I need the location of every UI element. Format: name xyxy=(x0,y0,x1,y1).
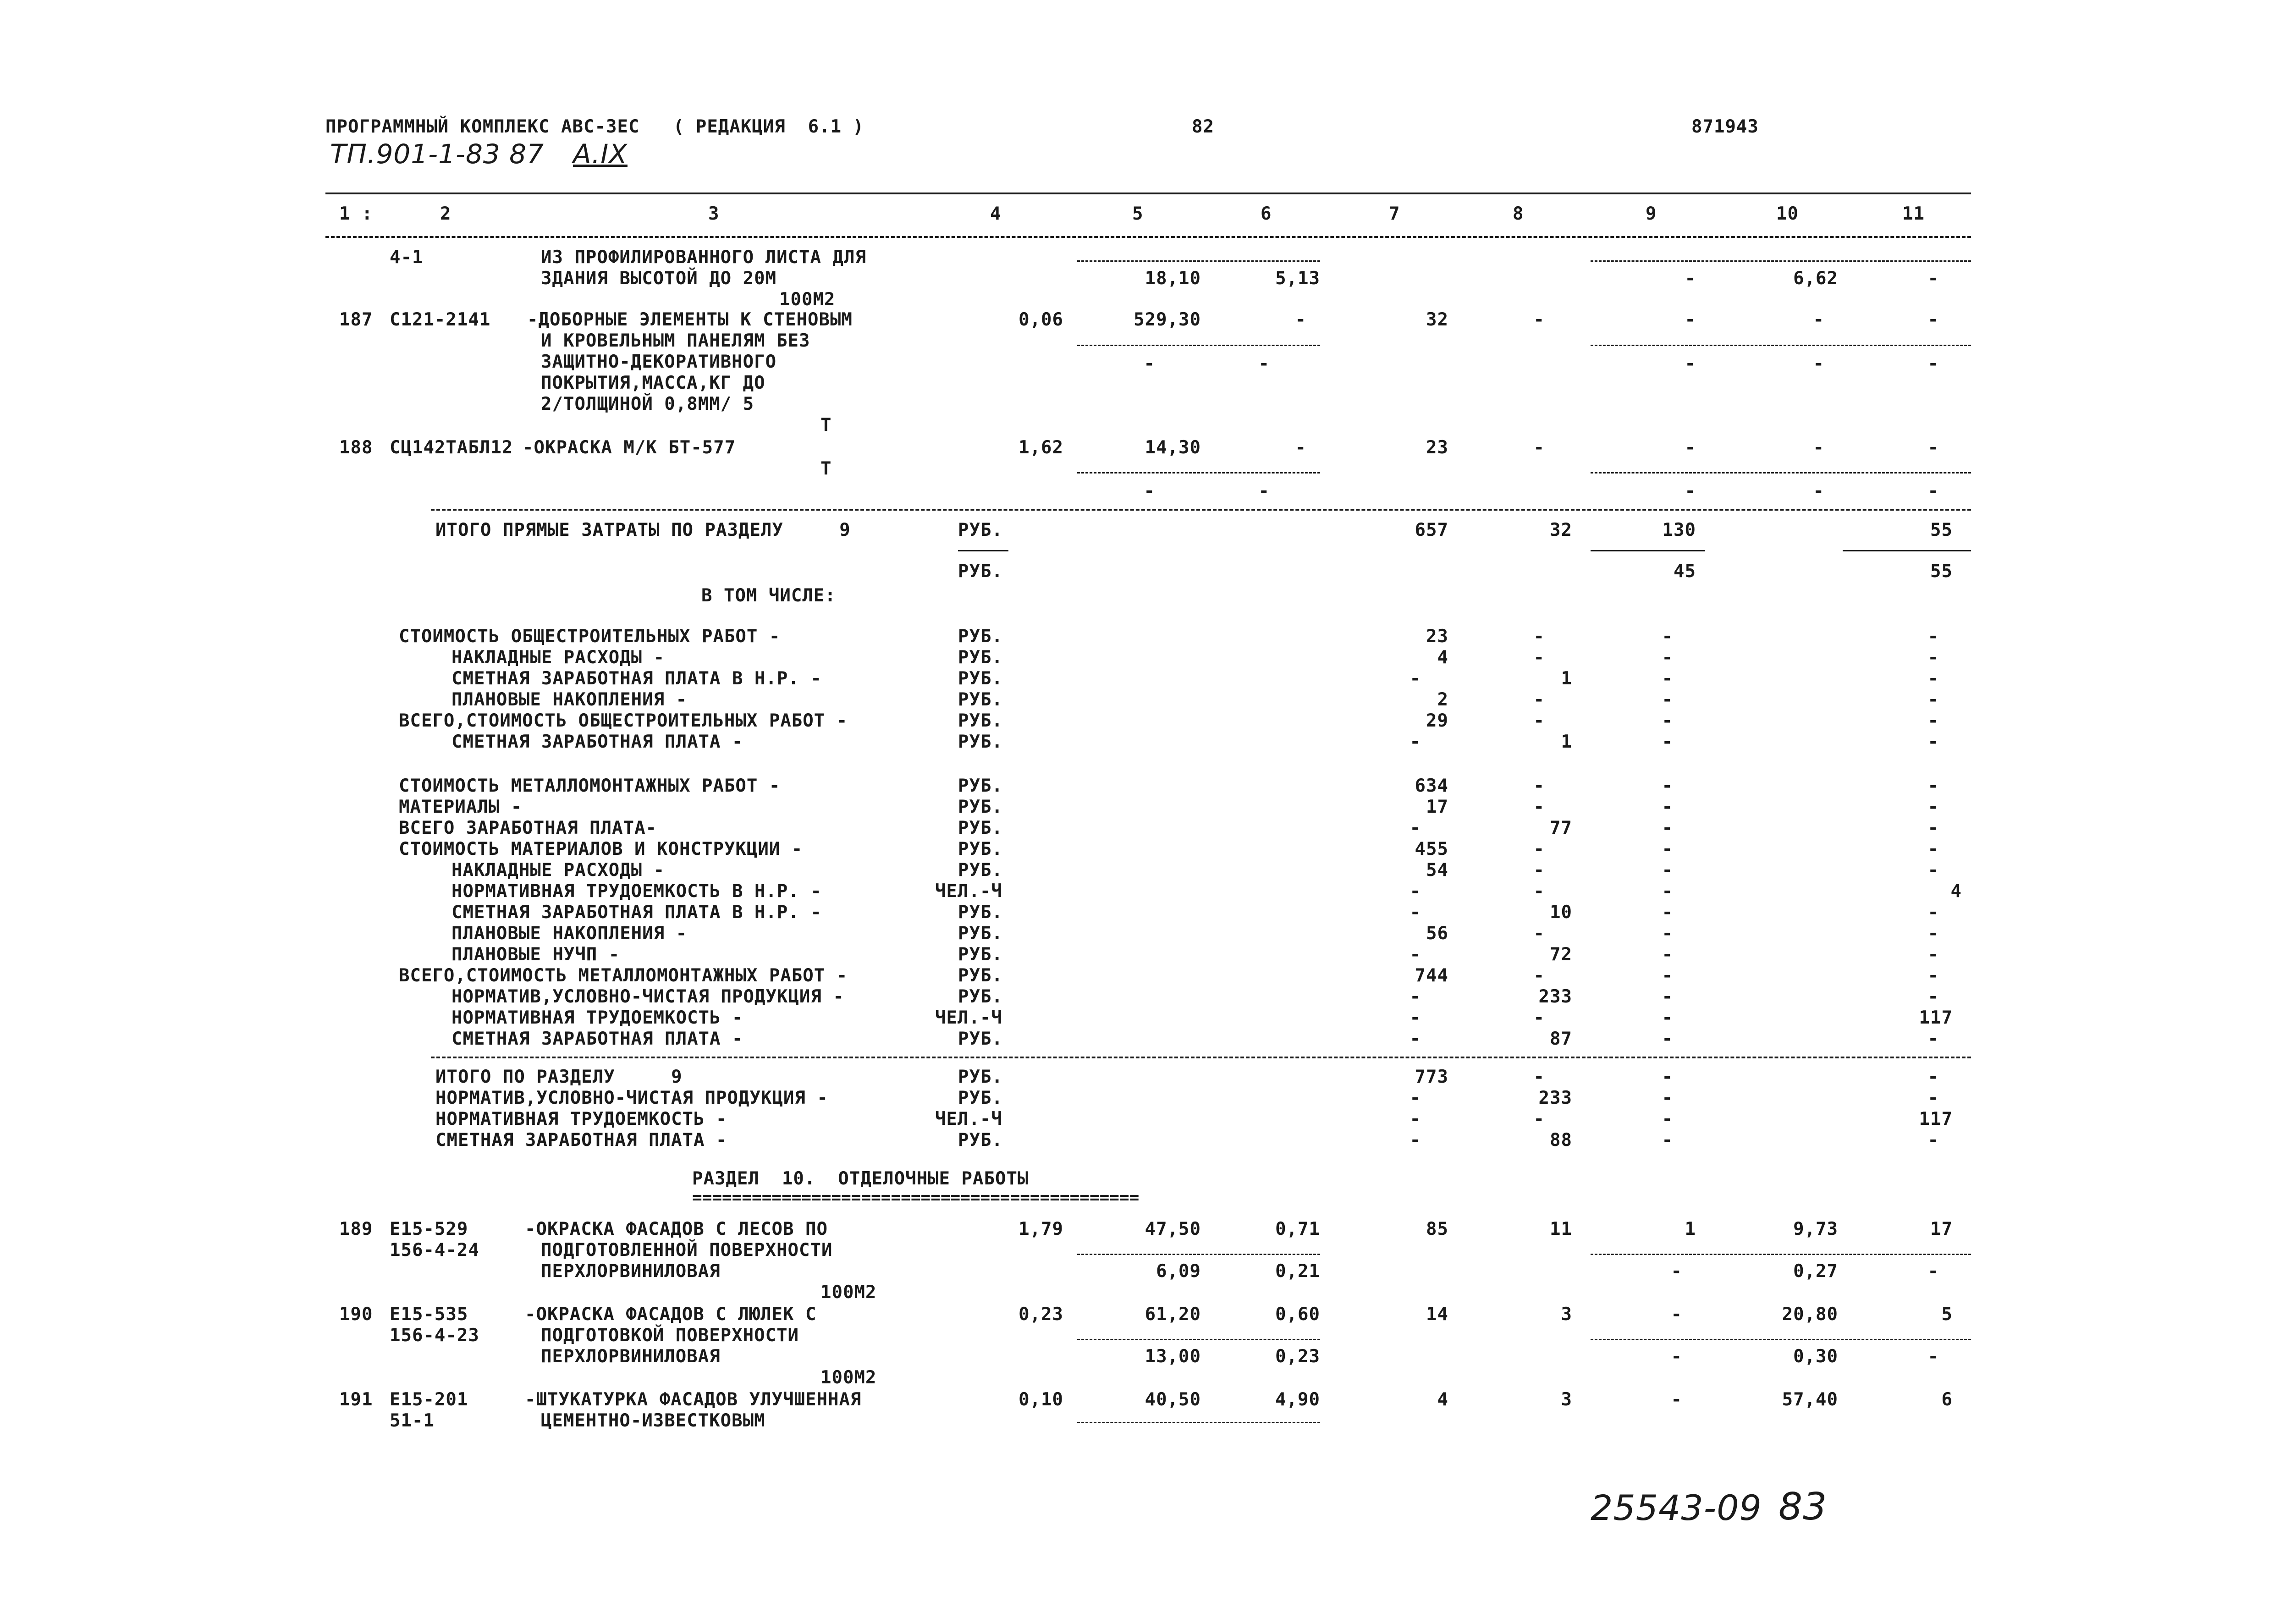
row-col10: - xyxy=(1813,309,1824,330)
totals-col7: 657 xyxy=(1415,520,1448,540)
item-unit: РУБ. xyxy=(958,689,1003,710)
item-col9: - xyxy=(1662,689,1673,710)
item-unit: РУБ. xyxy=(958,860,1003,881)
row-col5: 18,10 xyxy=(1145,268,1201,289)
row-code: Е15-529 xyxy=(390,1219,468,1239)
row-col10: 57,40 xyxy=(1782,1389,1838,1410)
cell-rule xyxy=(1591,550,1705,551)
cell-rule xyxy=(1591,472,1971,473)
item-col7: 2 xyxy=(1437,689,1448,710)
section-rule xyxy=(431,509,1971,511)
item-col8: 233 xyxy=(1538,1088,1572,1108)
item-col9: - xyxy=(1662,965,1673,986)
item-col11: 117 xyxy=(1919,1109,1953,1129)
row-col6: 5,13 xyxy=(1275,268,1320,289)
item-col9: - xyxy=(1662,881,1673,902)
row-col5-secondary: - xyxy=(1144,481,1155,501)
row-col7: 14 xyxy=(1426,1304,1448,1325)
item-col7: 56 xyxy=(1426,923,1448,944)
row-col10-secondary: - xyxy=(1813,481,1824,501)
handwritten-sheet-number: 25543-09 xyxy=(1591,1487,1762,1528)
row-code: Е15-535 xyxy=(390,1304,468,1325)
row-col9: - xyxy=(1671,1304,1682,1325)
row-col11: - xyxy=(1927,268,1939,289)
item-label: СМЕТНАЯ ЗАРАБОТНАЯ ПЛАТА В Н.Р. - xyxy=(451,668,822,689)
item-col7: - xyxy=(1410,881,1421,902)
row-col10-secondary: - xyxy=(1813,353,1824,374)
item-label: НАКЛАДНЫЕ РАСХОДЫ - xyxy=(451,860,665,881)
item-col8: - xyxy=(1533,626,1545,647)
item-col7: - xyxy=(1410,944,1421,965)
item-col8: - xyxy=(1533,965,1545,986)
row-code: Е15-201 xyxy=(390,1389,468,1410)
row-col9: - xyxy=(1685,309,1696,330)
item-col11: - xyxy=(1927,710,1939,731)
item-unit: РУБ. xyxy=(958,818,1003,838)
row-col7: 32 xyxy=(1426,309,1448,330)
item-col11: - xyxy=(1927,818,1939,838)
item-label: НОРМАТИВ,УСЛОВНО-ЧИСТАЯ ПРОДУКЦИЯ - xyxy=(451,986,844,1007)
item-col8: - xyxy=(1533,647,1545,668)
item-col9: - xyxy=(1662,647,1673,668)
item-label: ПЛАНОВЫЕ НАКОПЛЕНИЯ - xyxy=(451,923,688,944)
row-description: 2/ТОЛЩИНОЙ 0,8ММ/ 5 xyxy=(541,394,754,414)
row-col10-secondary: 0,30 xyxy=(1793,1346,1838,1367)
row-code: С121-2141 xyxy=(390,309,491,330)
row-col5-secondary: - xyxy=(1144,353,1155,374)
row-description: -ДОБОРНЫЕ ЭЛЕМЕНТЫ К СТЕНОВЫМ xyxy=(527,309,853,330)
item-col11: - xyxy=(1927,1088,1939,1108)
item-label: СМЕТНАЯ ЗАРАБОТНАЯ ПЛАТА - xyxy=(451,1029,743,1049)
item-col9: - xyxy=(1662,818,1673,838)
cell-rule xyxy=(1077,260,1320,262)
item-col7: - xyxy=(1410,1029,1421,1049)
row-col6-secondary: - xyxy=(1258,353,1270,374)
row-description: ИЗ ПРОФИЛИРОВАННОГО ЛИСТА ДЛЯ xyxy=(541,247,866,268)
cell-rule xyxy=(1077,472,1320,473)
item-col8: - xyxy=(1533,881,1545,902)
row-col6: 0,71 xyxy=(1275,1219,1320,1239)
item-col11: 117 xyxy=(1919,1007,1953,1028)
totals-col8: 32 xyxy=(1550,520,1572,540)
item-unit: РУБ. xyxy=(958,839,1003,859)
section-10-underline: ============================================= xyxy=(692,1188,1140,1207)
item-unit: РУБ. xyxy=(958,923,1003,944)
row-description: ЗАЩИТНО-ДЕКОРАТИВНОГО xyxy=(541,352,777,372)
row-col5: 40,50 xyxy=(1145,1389,1201,1410)
item-unit: РУБ. xyxy=(958,668,1003,689)
header-bottom-rule xyxy=(325,236,1971,238)
item-label: СМЕТНАЯ ЗАРАБОТНАЯ ПЛАТА - xyxy=(435,1130,727,1151)
item-col11: - xyxy=(1927,732,1939,752)
item-unit: РУБ. xyxy=(958,1029,1003,1049)
item-col7: 23 xyxy=(1426,626,1448,647)
item-col7: - xyxy=(1410,668,1421,689)
item-col7: 17 xyxy=(1426,797,1448,817)
item-col8: - xyxy=(1533,923,1545,944)
item-label: НОРМАТИВНАЯ ТРУДОЕМКОСТЬ В Н.Р. - xyxy=(451,881,822,902)
col-4-header: 4 xyxy=(990,204,1002,224)
item-col9: - xyxy=(1662,1007,1673,1028)
item-label: ПЛАНОВЫЕ НУЧП - xyxy=(451,944,620,965)
row-col7: 85 xyxy=(1426,1219,1448,1239)
item-col9: - xyxy=(1662,1067,1673,1087)
row-col11-secondary: - xyxy=(1927,481,1939,501)
totals-col9: 130 xyxy=(1662,520,1696,540)
totals-col11-secondary: 55 xyxy=(1930,561,1953,582)
item-label: ИТОГО ПО РАЗДЕЛУ 9 xyxy=(435,1067,683,1087)
row-col11: - xyxy=(1927,309,1939,330)
totals-col9-secondary: 45 xyxy=(1674,561,1696,582)
cell-rule xyxy=(1591,345,1971,346)
row-col7: 23 xyxy=(1426,437,1448,458)
item-label: СМЕТНАЯ ЗАРАБОТНАЯ ПЛАТА В Н.Р. - xyxy=(451,902,822,923)
item-col11: 4 xyxy=(1950,881,1962,902)
item-col7: 634 xyxy=(1415,776,1448,796)
totals-unit: РУБ. xyxy=(958,520,1003,540)
item-col7: 29 xyxy=(1426,710,1448,731)
col-5-header: 5 xyxy=(1132,204,1144,224)
row-number: 190 xyxy=(339,1304,373,1325)
item-col7: - xyxy=(1410,902,1421,923)
item-col8: - xyxy=(1533,689,1545,710)
item-col11: - xyxy=(1927,668,1939,689)
item-col11: - xyxy=(1927,944,1939,965)
cell-rule xyxy=(1591,1339,1971,1340)
row-col5: 61,20 xyxy=(1145,1304,1201,1325)
item-col7: 773 xyxy=(1415,1067,1448,1087)
row-col11-secondary: - xyxy=(1927,353,1939,374)
item-col8: 233 xyxy=(1538,986,1572,1007)
cell-rule xyxy=(1077,1422,1320,1423)
item-unit: РУБ. xyxy=(958,710,1003,731)
row-col7: 4 xyxy=(1437,1389,1448,1410)
row-col8: - xyxy=(1533,437,1545,458)
row-description: -ШТУКАТУРКА ФАСАДОВ УЛУЧШЕННАЯ xyxy=(525,1389,862,1410)
row-col11: 6 xyxy=(1941,1389,1953,1410)
row-col9: 1 xyxy=(1685,1219,1696,1239)
item-col11: - xyxy=(1927,839,1939,859)
item-col7: 744 xyxy=(1415,965,1448,986)
item-col9: - xyxy=(1662,902,1673,923)
row-description: ПЕРХЛОРВИНИЛОВАЯ xyxy=(541,1261,721,1282)
row-code-secondary: 156-4-24 xyxy=(390,1240,479,1261)
row-unit: 100М2 xyxy=(820,1367,877,1388)
cell-rule xyxy=(1591,1254,1971,1255)
row-col4: 0,06 xyxy=(1019,309,1063,330)
item-col9: - xyxy=(1662,797,1673,817)
row-col11: 5 xyxy=(1941,1304,1953,1325)
item-col9: - xyxy=(1662,732,1673,752)
row-unit: Т xyxy=(820,415,832,435)
row-col11: - xyxy=(1927,437,1939,458)
item-col8: 88 xyxy=(1550,1130,1572,1151)
item-col9: - xyxy=(1662,923,1673,944)
row-col5-secondary: 6,09 xyxy=(1156,1261,1201,1282)
col-2-header: 2 xyxy=(440,204,451,224)
row-col9: - xyxy=(1685,437,1696,458)
row-description: ПОДГОТОВЛЕННОЙ ПОВЕРХНОСТИ xyxy=(541,1240,833,1261)
item-unit: РУБ. xyxy=(958,1088,1003,1108)
item-label: МАТЕРИАЛЫ - xyxy=(399,797,523,817)
item-label: ПЛАНОВЫЕ НАКОПЛЕНИЯ - xyxy=(451,689,688,710)
item-col8: - xyxy=(1533,710,1545,731)
item-col8: 1 xyxy=(1561,732,1572,752)
item-col11: - xyxy=(1927,1067,1939,1087)
item-label: ВСЕГО,СТОИМОСТЬ ОБЩЕСТРОИТЕЛЬНЫХ РАБОТ - xyxy=(399,710,848,731)
item-col9: - xyxy=(1662,776,1673,796)
row-col6-secondary: - xyxy=(1258,481,1270,501)
row-col8: 3 xyxy=(1561,1389,1572,1410)
item-col8: 72 xyxy=(1550,944,1572,965)
item-col9: - xyxy=(1662,839,1673,859)
row-col6: - xyxy=(1295,309,1306,330)
row-col5: 529,30 xyxy=(1134,309,1201,330)
item-col9: - xyxy=(1662,860,1673,881)
item-col7: 54 xyxy=(1426,860,1448,881)
item-col11: - xyxy=(1927,689,1939,710)
item-unit: РУБ. xyxy=(958,1067,1003,1087)
section-rule xyxy=(431,1057,1971,1058)
item-col8: - xyxy=(1533,860,1545,881)
item-col8: - xyxy=(1533,776,1545,796)
item-col7: 4 xyxy=(1437,647,1448,668)
item-col11: - xyxy=(1927,776,1939,796)
item-col7: - xyxy=(1410,732,1421,752)
item-col8: - xyxy=(1533,1109,1545,1129)
row-col11: 17 xyxy=(1930,1219,1953,1239)
row-code-secondary: 51-1 xyxy=(390,1410,435,1431)
row-description: ЗДАНИЯ ВЫСОТОЙ ДО 20М xyxy=(541,268,777,289)
item-unit: РУБ. xyxy=(958,902,1003,923)
item-col9: - xyxy=(1662,710,1673,731)
item-col11: - xyxy=(1927,965,1939,986)
item-unit: РУБ. xyxy=(958,1130,1003,1151)
item-unit: РУБ. xyxy=(958,965,1003,986)
row-unit: 100М2 xyxy=(820,1282,877,1303)
page-number: 82 xyxy=(1192,116,1214,137)
row-description: ПЕРХЛОРВИНИЛОВАЯ xyxy=(541,1346,721,1367)
item-col11: - xyxy=(1927,1029,1939,1049)
row-col4: 1,62 xyxy=(1019,437,1063,458)
item-col7: - xyxy=(1410,818,1421,838)
col-8-header: 8 xyxy=(1513,204,1524,224)
row-col5: 47,50 xyxy=(1145,1219,1201,1239)
row-col10-secondary: 0,27 xyxy=(1793,1261,1838,1282)
cell-rule xyxy=(1591,260,1971,262)
item-unit: РУБ. xyxy=(958,797,1003,817)
item-col7: - xyxy=(1410,1007,1421,1028)
handwritten-album-ref: А.IX xyxy=(573,138,628,170)
row-description: ПОДГОТОВКОЙ ПОВЕРХНОСТИ xyxy=(541,1325,799,1346)
item-col11: - xyxy=(1927,626,1939,647)
item-label: НАКЛАДНЫЕ РАСХОДЫ - xyxy=(451,647,665,668)
item-label: СТОИМОСТЬ МАТЕРИАЛОВ И КОНСТРУКЦИИ - xyxy=(399,839,803,859)
row-code-secondary: 156-4-23 xyxy=(390,1325,479,1346)
item-unit: РУБ. xyxy=(958,647,1003,668)
item-col8: - xyxy=(1533,1067,1545,1087)
col-1-header: 1 : xyxy=(339,204,373,224)
cell-rule xyxy=(1077,1339,1320,1340)
item-label: СМЕТНАЯ ЗАРАБОТНАЯ ПЛАТА - xyxy=(451,732,743,752)
item-col11: - xyxy=(1927,986,1939,1007)
row-col5-secondary: 13,00 xyxy=(1145,1346,1201,1367)
item-col9: - xyxy=(1662,986,1673,1007)
item-unit: РУБ. xyxy=(958,944,1003,965)
row-description: -ОКРАСКА М/К БТ-577 xyxy=(523,437,736,458)
col-7-header: 7 xyxy=(1389,204,1400,224)
item-label: НОРМАТИВ,УСЛОВНО-ЧИСТАЯ ПРОДУКЦИЯ - xyxy=(435,1088,828,1108)
item-col7: - xyxy=(1410,1130,1421,1151)
row-col5: 14,30 xyxy=(1145,437,1201,458)
totals-label: ИТОГО ПРЯМЫЕ ЗАТРАТЫ ПО РАЗДЕЛУ 9 xyxy=(435,520,851,540)
item-unit: ЧЕЛ.-Ч xyxy=(935,1007,1002,1028)
row-number: 189 xyxy=(339,1219,373,1239)
item-col11: - xyxy=(1927,902,1939,923)
item-col11: - xyxy=(1927,797,1939,817)
item-col7: 455 xyxy=(1415,839,1448,859)
item-col9: - xyxy=(1662,626,1673,647)
item-col9: - xyxy=(1662,1130,1673,1151)
row-col8: - xyxy=(1533,309,1545,330)
row-code: 4-1 xyxy=(390,247,424,268)
item-col9: - xyxy=(1662,1109,1673,1129)
col-9-header: 9 xyxy=(1646,204,1657,224)
row-col9-secondary: - xyxy=(1671,1261,1682,1282)
row-description: -ОКРАСКА ФАСАДОВ С ЛЕСОВ ПО xyxy=(525,1219,828,1239)
item-col8: - xyxy=(1533,839,1545,859)
row-col6-secondary: 0,23 xyxy=(1275,1346,1320,1367)
in-that-number-heading: В ТОМ ЧИСЛЕ: xyxy=(701,585,836,606)
handwritten-page-number: 83 xyxy=(1778,1485,1828,1529)
item-col9: - xyxy=(1662,944,1673,965)
col-11-header: 11 xyxy=(1902,204,1925,224)
item-unit: РУБ. xyxy=(958,776,1003,796)
row-description: И КРОВЕЛЬНЫМ ПАНЕЛЯМ БЕЗ xyxy=(541,330,810,351)
item-col11: - xyxy=(1927,860,1939,881)
row-col8: 11 xyxy=(1550,1219,1572,1239)
item-col9: - xyxy=(1662,668,1673,689)
col-6-header: 6 xyxy=(1261,204,1272,224)
item-label: СТОИМОСТЬ ОБЩЕСТРОИТЕЛЬНЫХ РАБОТ - xyxy=(399,626,781,647)
row-number: 187 xyxy=(339,309,373,330)
cell-rule xyxy=(1843,550,1971,551)
row-description: -ОКРАСКА ФАСАДОВ С ЛЮЛЕК С xyxy=(525,1304,817,1325)
row-code: СЦ142ТАБЛ12 xyxy=(390,437,513,458)
totals-col11: 55 xyxy=(1930,520,1953,540)
item-col11: - xyxy=(1927,1130,1939,1151)
col-10-header: 10 xyxy=(1776,204,1799,224)
row-col6-secondary: 0,21 xyxy=(1275,1261,1320,1282)
row-col8: 3 xyxy=(1561,1304,1572,1325)
item-col7: - xyxy=(1410,986,1421,1007)
item-unit: ЧЕЛ.-Ч xyxy=(935,881,1002,902)
row-col10: 9,73 xyxy=(1793,1219,1838,1239)
row-number: 188 xyxy=(339,437,373,458)
row-col9: - xyxy=(1671,1389,1682,1410)
item-col8: - xyxy=(1533,797,1545,817)
item-col9: - xyxy=(1662,1088,1673,1108)
row-unit: Т xyxy=(820,458,832,479)
item-col11: - xyxy=(1927,647,1939,668)
row-col9-secondary: - xyxy=(1685,353,1696,374)
row-description: ПОКРЫТИЯ,МАССА,КГ ДО xyxy=(541,373,765,393)
cell-rule xyxy=(1077,1254,1320,1255)
item-unit: РУБ. xyxy=(958,732,1003,752)
row-col9: - xyxy=(1685,268,1696,289)
item-col11: - xyxy=(1927,923,1939,944)
row-col9-secondary: - xyxy=(1685,481,1696,501)
row-col11-secondary: - xyxy=(1927,1261,1939,1282)
item-col7: - xyxy=(1410,1109,1421,1129)
header-top-rule xyxy=(325,193,1971,194)
item-col8: 10 xyxy=(1550,902,1572,923)
item-label: ВСЕГО ЗАРАБОТНАЯ ПЛАТА- xyxy=(399,818,657,838)
row-col10: 20,80 xyxy=(1782,1304,1838,1325)
item-col8: - xyxy=(1533,1007,1545,1028)
cell-rule xyxy=(958,550,1008,551)
program-title: ПРОГРАММНЫЙ КОМПЛЕКС АВС-ЗЕС ( РЕДАКЦИЯ 6.1 ) xyxy=(325,116,864,137)
item-label: ВСЕГО,СТОИМОСТЬ МЕТАЛЛОМОНТАЖНЫХ РАБОТ - xyxy=(399,965,848,986)
row-col6: 0,60 xyxy=(1275,1304,1320,1325)
item-col7: - xyxy=(1410,1088,1421,1108)
row-col11-secondary: - xyxy=(1927,1346,1939,1367)
item-label: СТОИМОСТЬ МЕТАЛЛОМОНТАЖНЫХ РАБОТ - xyxy=(399,776,781,796)
item-col9: - xyxy=(1662,1029,1673,1049)
row-col4: 0,10 xyxy=(1019,1389,1063,1410)
item-col8: 77 xyxy=(1550,818,1572,838)
handwritten-project-ref: ТП.901-1-83 87 xyxy=(330,138,544,170)
document-code: 871943 xyxy=(1691,116,1759,137)
item-unit: РУБ. xyxy=(958,626,1003,647)
row-description: ЦЕМЕНТНО-ИЗВЕСТКОВЫМ xyxy=(541,1410,765,1431)
totals-unit-secondary: РУБ. xyxy=(958,561,1003,582)
item-col8: 1 xyxy=(1561,668,1572,689)
item-col8: 87 xyxy=(1550,1029,1572,1049)
row-col4: 1,79 xyxy=(1019,1219,1063,1239)
item-label: НОРМАТИВНАЯ ТРУДОЕМКОСТЬ - xyxy=(435,1109,727,1129)
item-label: НОРМАТИВНАЯ ТРУДОЕМКОСТЬ - xyxy=(451,1007,743,1028)
row-col10: 6,62 xyxy=(1793,268,1838,289)
row-unit: 100М2 xyxy=(779,289,836,310)
row-col9-secondary: - xyxy=(1671,1346,1682,1367)
row-col6: 4,90 xyxy=(1275,1389,1320,1410)
col-3-header: 3 xyxy=(708,204,720,224)
row-number: 191 xyxy=(339,1389,373,1410)
item-unit: РУБ. xyxy=(958,986,1003,1007)
cell-rule xyxy=(1077,345,1320,346)
row-col10: - xyxy=(1813,437,1824,458)
item-unit: ЧЕЛ.-Ч xyxy=(935,1109,1002,1129)
row-col6: - xyxy=(1295,437,1306,458)
row-col4: 0,23 xyxy=(1019,1304,1063,1325)
section-10-title: РАЗДЕЛ 10. ОТДЕЛОЧНЫЕ РАБОТЫ xyxy=(692,1168,1029,1189)
